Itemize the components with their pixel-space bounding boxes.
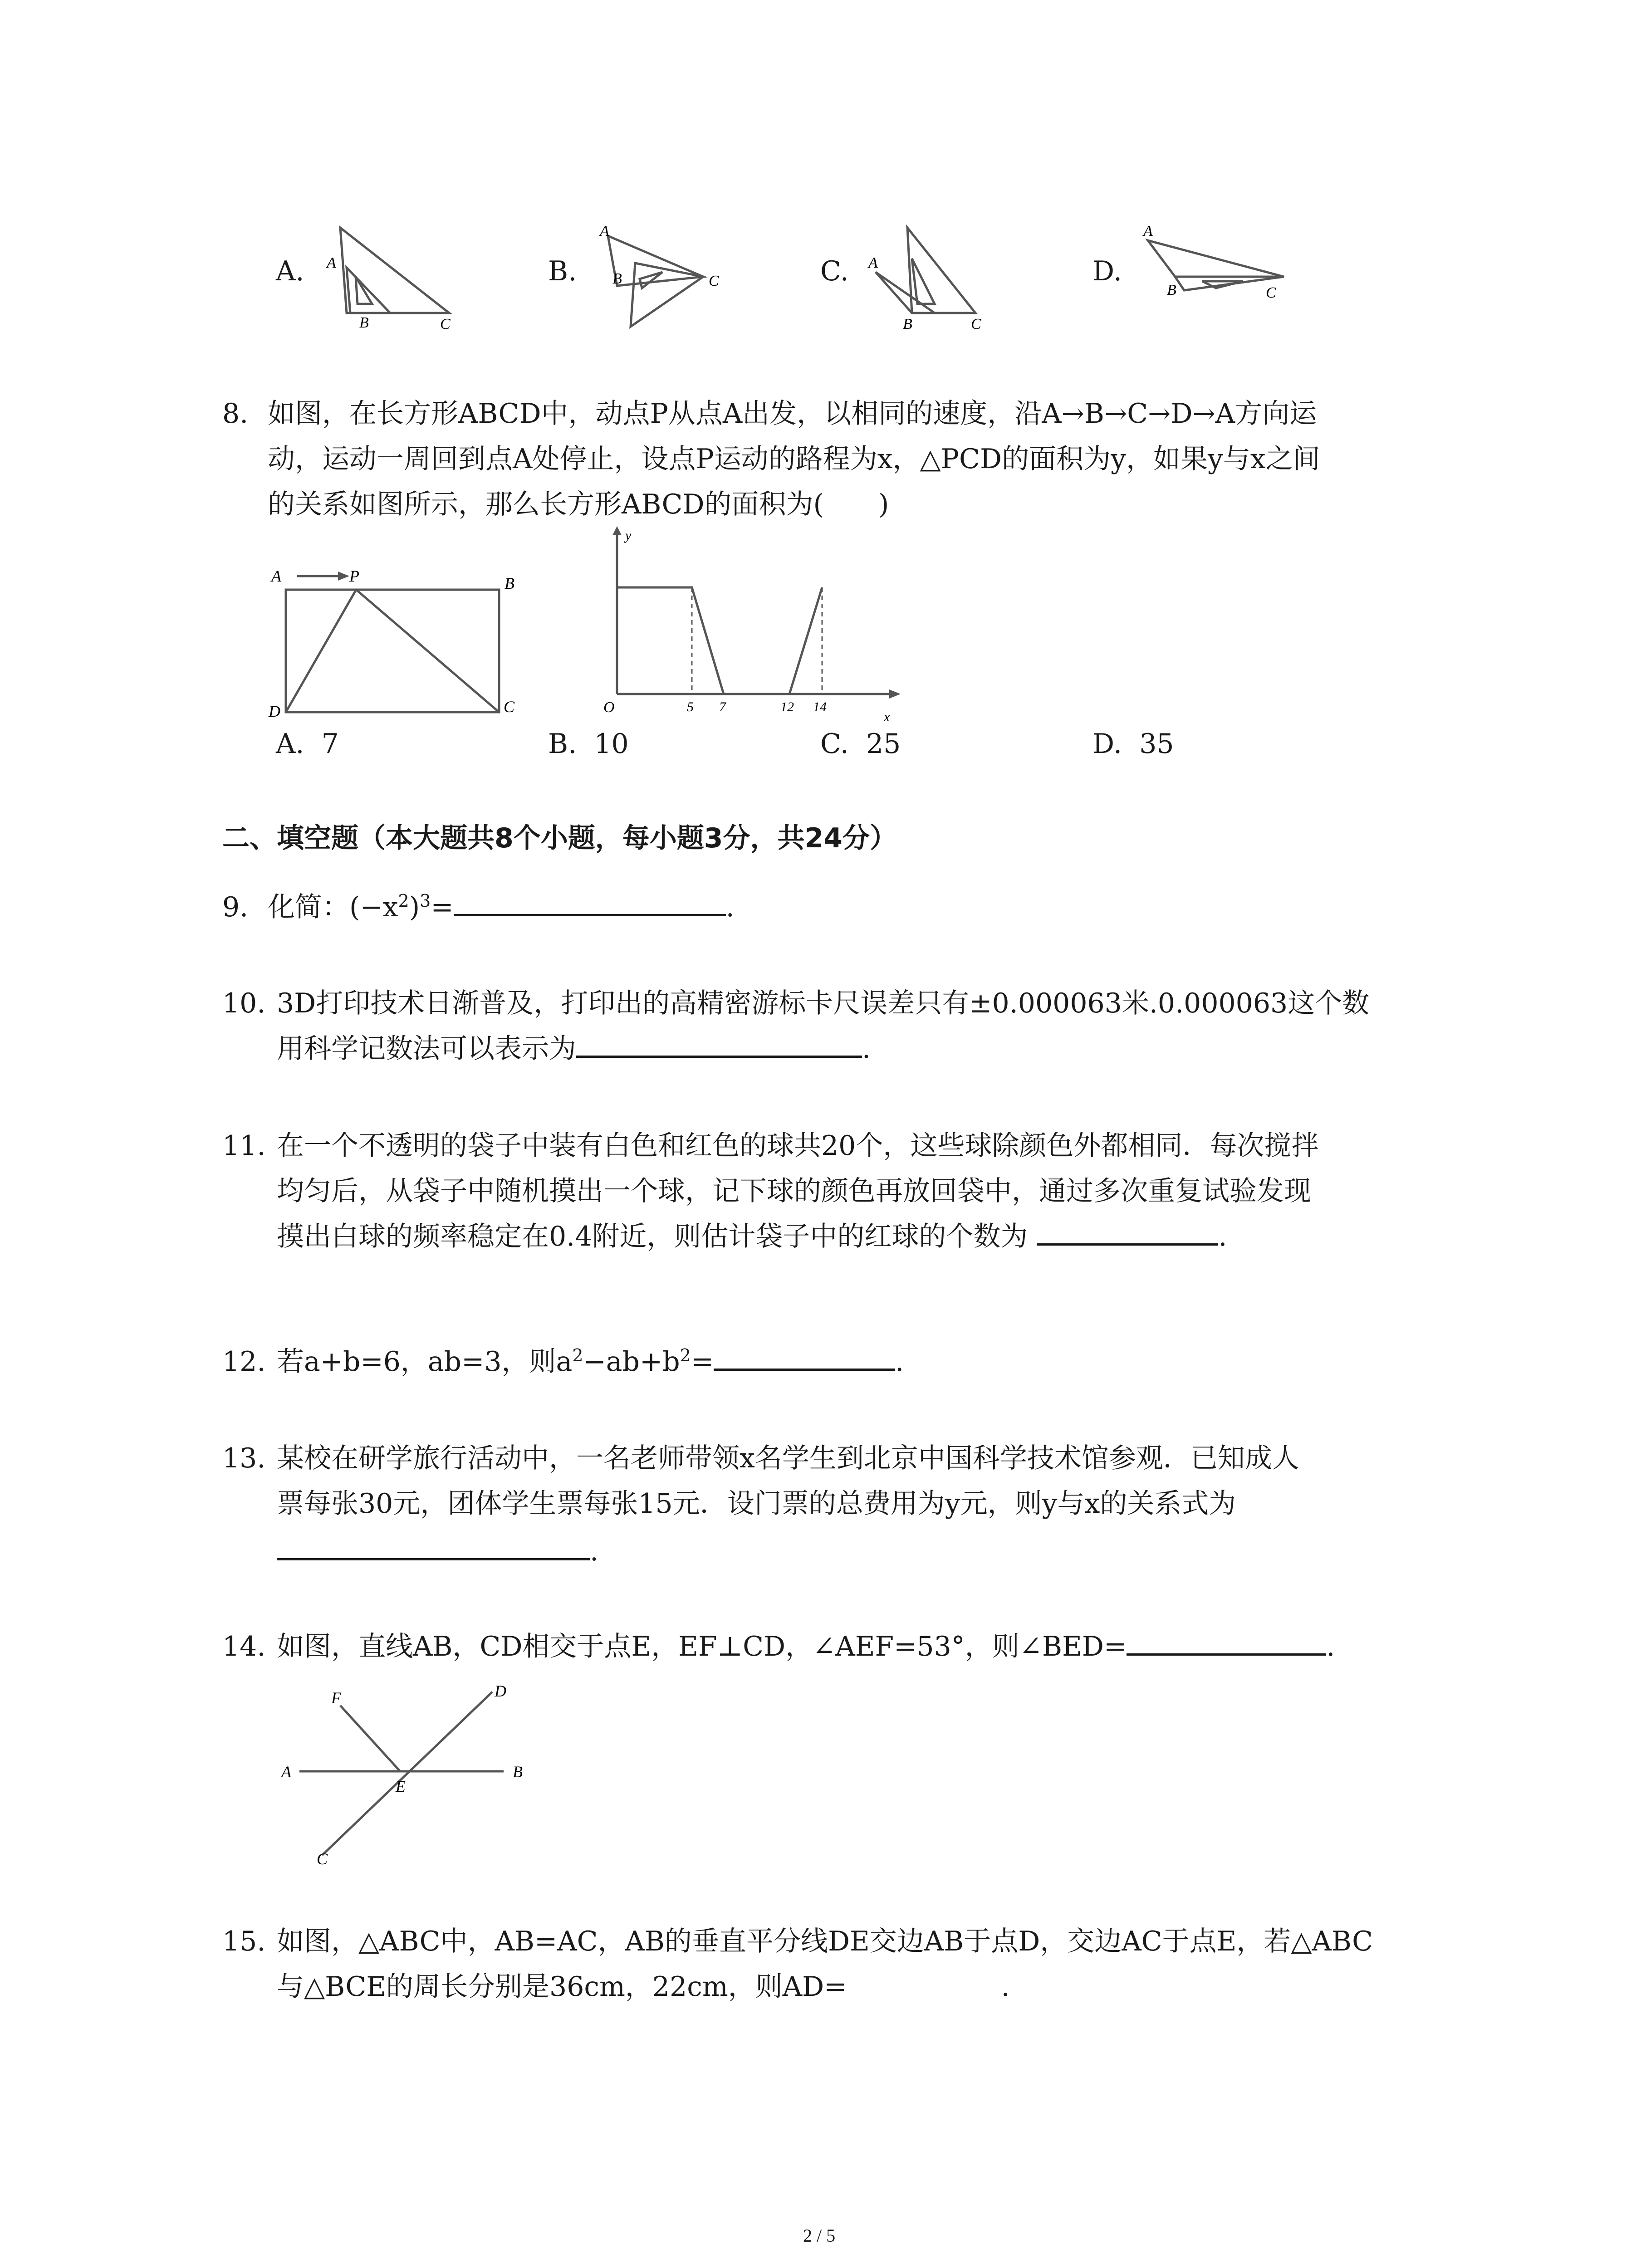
q13-line-1: 某校在研学旅行活动中，一名老师带领x名学生到北京中国科学技术馆参观．已知成人 bbox=[277, 1442, 1299, 1474]
q7-b-label-B: B bbox=[612, 270, 622, 287]
q8-graph-label-y: y bbox=[625, 528, 632, 543]
q8-number: 8. bbox=[222, 398, 249, 430]
q7-option-c-label: C. bbox=[820, 255, 849, 287]
q7-a-label-A: A bbox=[327, 254, 336, 271]
q14-figure bbox=[277, 1678, 540, 1869]
q8-option-d-value: 35 bbox=[1139, 728, 1174, 760]
q8-rect-label-A: A bbox=[271, 567, 281, 585]
q8-line-1: 如图，在长方形ABCD中，动点P从点A出发，以相同的速度，沿A→B→C→D→A方向运 bbox=[268, 398, 1317, 430]
q7-c-label-C: C bbox=[971, 316, 981, 332]
q12-mid: −ab+b bbox=[583, 1346, 680, 1378]
q8-rect-label-B: B bbox=[505, 574, 514, 592]
q8-rect-label-D: D bbox=[269, 702, 280, 717]
q9-text bbox=[268, 885, 735, 930]
q14-label-E: E bbox=[396, 1777, 406, 1795]
q14-label-F: F bbox=[331, 1689, 341, 1707]
q8-graph-tick-14: 14 bbox=[813, 699, 827, 714]
q7-option-d-label: D. bbox=[1092, 255, 1122, 287]
q12-text bbox=[277, 1339, 904, 1384]
q11-end: . bbox=[1218, 1221, 1227, 1252]
q9-exp-1: 2 bbox=[398, 891, 409, 911]
q8-rect-label-P: P bbox=[349, 567, 359, 585]
q8-graph-label-O: O bbox=[603, 699, 615, 716]
q14-label-B: B bbox=[513, 1763, 523, 1781]
q10-line-1: 3D打印技术日渐普及，打印出的高精密游标卡尺误差只有±0.000063米.0.000063这个数 bbox=[277, 987, 1370, 1019]
q10-line-2-text: 用科学记数法可以表示为 bbox=[277, 1033, 576, 1065]
q9-answer-blank[interactable] bbox=[454, 887, 726, 916]
q13-answer-blank[interactable] bbox=[277, 1531, 590, 1560]
q14-line-1 bbox=[277, 1624, 1335, 1669]
q7-option-b-figure bbox=[594, 218, 740, 336]
page-number: 2 / 5 bbox=[803, 2225, 836, 2246]
q10-answer-blank[interactable] bbox=[576, 1028, 862, 1058]
q14-label-A: A bbox=[281, 1763, 291, 1781]
q13-line-3 bbox=[277, 1529, 598, 1574]
q15-line-2-text: 与△BCE的周长分别是36cm，22cm，则AD= bbox=[277, 1971, 847, 2003]
q12-end: . bbox=[895, 1346, 904, 1378]
q11-number: 11. bbox=[222, 1130, 266, 1162]
q8-graph-label-x: x bbox=[884, 709, 890, 724]
q9-number: 9. bbox=[222, 891, 249, 923]
q11-line-3 bbox=[277, 1214, 1227, 1259]
q8-option-b-label: B. bbox=[548, 728, 577, 760]
q8-graph-tick-12: 12 bbox=[780, 699, 794, 714]
q7-option-a-label: A. bbox=[276, 255, 304, 287]
q12-exp-2: 2 bbox=[680, 1345, 691, 1365]
q15-line-1: 如图，△ABC中，AB=AC，AB的垂直平分线DE交边AB于点D，交边AC于点E，若△ABC bbox=[277, 1926, 1373, 1957]
q8-option-b bbox=[548, 721, 629, 767]
q7-d-label-A: A bbox=[1143, 223, 1153, 240]
q7-b-label-C: C bbox=[709, 273, 719, 289]
q8-option-c bbox=[820, 721, 901, 767]
q8-option-c-value: 25 bbox=[866, 728, 901, 760]
q13-number: 13. bbox=[222, 1442, 266, 1474]
q7-c-label-A: A bbox=[868, 254, 878, 271]
q8-option-a-value: 7 bbox=[321, 728, 339, 760]
q9-mid: ) bbox=[409, 891, 420, 923]
q7-option-b-label: B. bbox=[548, 255, 577, 287]
q15-line-2 bbox=[277, 1964, 1010, 2009]
q14-line-1-text: 如图，直线AB，CD相交于点E，EF⊥CD，∠AEF=53°，则∠BED= bbox=[277, 1631, 1127, 1662]
q7-d-label-C: C bbox=[1266, 284, 1276, 301]
q8-graph-tick-5: 5 bbox=[687, 699, 694, 714]
q8-option-d bbox=[1092, 721, 1174, 767]
q12-number: 12. bbox=[222, 1346, 266, 1378]
q7-option-c-figure bbox=[862, 222, 1007, 336]
q14-end: . bbox=[1326, 1631, 1335, 1662]
q7-c-label-B: B bbox=[903, 316, 912, 332]
q10-end: . bbox=[862, 1033, 871, 1065]
q8-line-3: 的关系如图所示，那么长方形ABCD的面积为( ) bbox=[268, 489, 889, 520]
q8-option-a-label: A. bbox=[276, 728, 304, 760]
q15-end: . bbox=[1001, 1971, 1010, 2003]
q10-line-2 bbox=[277, 1026, 871, 1071]
q8-option-d-label: D. bbox=[1092, 728, 1122, 760]
q8-graph-figure bbox=[599, 526, 907, 726]
q14-label-D: D bbox=[495, 1682, 506, 1700]
q8-rectangle-figure bbox=[268, 562, 531, 717]
q12-exp-1: 2 bbox=[572, 1345, 583, 1365]
q8-option-a bbox=[276, 721, 339, 767]
q14-answer-blank[interactable] bbox=[1127, 1626, 1326, 1656]
q11-answer-blank[interactable] bbox=[1037, 1216, 1218, 1246]
q9-exp-2: 3 bbox=[420, 891, 431, 911]
q8-option-c-label: C. bbox=[820, 728, 849, 760]
q8-graph-tick-7: 7 bbox=[719, 699, 726, 714]
q12-eq: = bbox=[691, 1346, 714, 1378]
q13-line-2: 票每张30元，团体学生票每张15元．设门票的总费用为y元，则y与x的关系式为 bbox=[277, 1488, 1236, 1520]
q12-answer-blank[interactable] bbox=[714, 1341, 895, 1371]
q14-label-C: C bbox=[317, 1850, 328, 1868]
q8-line-2: 动，运动一周回到点A处停止，设点P运动的路程为x，△PCD的面积为y，如果y与x之间 bbox=[268, 443, 1320, 475]
q11-line-1: 在一个不透明的袋子中装有白色和红色的球共20个，这些球除颜色外都相同．每次搅拌 bbox=[277, 1130, 1319, 1162]
section-2-heading: 二、填空题（本大题共8个小题，每小题3分，共24分） bbox=[222, 822, 897, 854]
q7-d-label-B: B bbox=[1167, 282, 1176, 298]
q9-eq: = bbox=[431, 891, 454, 923]
q14-number: 14. bbox=[222, 1631, 266, 1662]
q7-option-a-figure bbox=[318, 222, 463, 336]
q7-a-label-B: B bbox=[359, 314, 369, 331]
q8-rect-label-C: C bbox=[504, 698, 515, 716]
q15-number: 15. bbox=[222, 1926, 266, 1957]
q10-number: 10. bbox=[222, 987, 266, 1019]
q13-end: . bbox=[590, 1535, 599, 1567]
q7-a-label-C: C bbox=[440, 316, 451, 332]
q9-end: . bbox=[725, 891, 735, 923]
q11-line-3-text: 摸出白球的频率稳定在0.4附近，则估计袋子中的红球的个数为 bbox=[277, 1221, 1028, 1252]
q7-option-d-figure bbox=[1134, 222, 1288, 313]
q7-b-label-A: A bbox=[600, 223, 609, 240]
q8-option-b-value: 10 bbox=[594, 728, 629, 760]
q9-prefix: 化简：(−x bbox=[268, 891, 398, 923]
q12-prefix: 若a+b=6，ab=3，则a bbox=[277, 1346, 573, 1378]
q11-line-2: 均匀后，从袋子中随机摸出一个球，记下球的颜色再放回袋中，通过多次重复试验发现 bbox=[277, 1175, 1311, 1207]
